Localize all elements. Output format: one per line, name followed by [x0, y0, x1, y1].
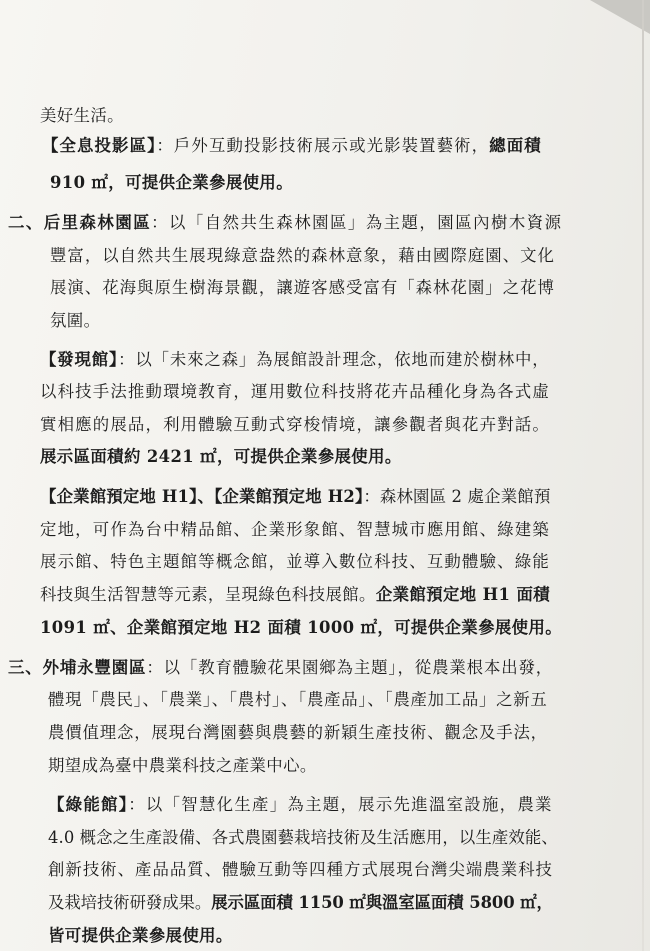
bold-text: 【全息投影區】: [42, 136, 157, 155]
text-segment: 氛圍。: [50, 311, 101, 330]
text-line: [50, 310, 100, 332]
text-line: [40, 519, 550, 541]
text-line: [8, 212, 563, 234]
text-segment: 展示館、特色主題館等概念館，並導入數位科技、互動體驗、綠能: [40, 552, 550, 571]
text-segment: 定地，可作為台中精品館、企業形象館、智慧城市應用館、綠建築: [40, 520, 550, 539]
text-line: [50, 245, 555, 267]
text-segment: 實相應的展品，利用體驗互動式穿梭情境，讓參觀者與花卉對話。: [40, 415, 550, 434]
text-segment: 以科技手法推動環境教育，運用數位科技將花卉品種化身為各式虛: [40, 382, 550, 401]
bold-text: 【企業館預定地 H1】、【企業館預定地 H2】: [40, 487, 364, 506]
text-segment: ：以「未來之森」為展館設計理念，依地而建於樹林中，: [118, 350, 550, 369]
page-edge: [642, 0, 644, 951]
text-line: [50, 277, 555, 299]
text-segment: 豐富，以自然共生展現綠意盎然的森林意象，藉由國際庭園、文化: [50, 246, 555, 265]
bold-text: 【綠能館】: [48, 795, 129, 814]
text-line: [48, 689, 548, 711]
text-segment: ：戶外互動投影技術展示或光影裝置藝術，: [156, 136, 490, 155]
text-line: [50, 172, 293, 194]
bold-text: 910 ㎡，可提供企業參展使用。: [50, 173, 294, 192]
bold-text: 展示區面積 1150 ㎡與溫室區面積 5800 ㎡，: [211, 893, 553, 912]
text-segment: ：以「教育體驗花果園鄉為主題」，從農業根本出發，: [146, 658, 554, 677]
bold-text: 皆可提供企業參展使用。: [48, 926, 233, 945]
text-segment: 4.0 概念之生產設備、各式農園藝栽培技術及生活應用，以生產效能、: [48, 828, 558, 847]
text-line: [40, 486, 550, 508]
text-line: [42, 135, 542, 157]
text-line: [40, 414, 550, 436]
text-line: [40, 617, 562, 639]
text-line: [40, 105, 124, 127]
text-line: [40, 551, 550, 573]
bold-text: 二、后里森林園區: [8, 213, 152, 232]
bold-text: 企業館預定地 H1 面積: [375, 585, 551, 604]
text-segment: 展演、花海與原生樹海景觀，讓遊客感受富有「森林花園」之花博: [50, 278, 555, 297]
text-segment: 及栽培技術研發成果。: [48, 893, 212, 912]
bold-text: 三、外埔永豐園區: [8, 658, 147, 677]
text-line: [40, 584, 550, 606]
text-line: [48, 722, 548, 744]
text-line: [48, 925, 233, 947]
text-segment: 科技與生活智慧等元素，呈現綠色科技展館。: [40, 585, 376, 604]
text-line: [48, 794, 553, 816]
bold-text: 展示區面積約 2421 ㎡，可提供企業參展使用。: [40, 447, 402, 466]
text-line: [48, 827, 558, 849]
text-segment: ：以「自然共生森林園區」為主題，園區內樹木資源: [151, 213, 563, 232]
bold-text: 總面積: [489, 136, 542, 155]
bold-text: 1091 ㎡、企業館預定地 H2 面積 1000 ㎡，可提供企業參展使用。: [40, 618, 563, 637]
text-line: [40, 446, 402, 468]
text-line: [40, 381, 550, 403]
text-segment: 體現「農民」、「農業」、「農村」、「農產品」、「農產加工品」之新五: [48, 690, 548, 709]
text-line: [48, 755, 317, 777]
text-segment: ：森林園區 2 處企業館預: [363, 487, 551, 506]
bold-text: 【發現館】: [40, 350, 119, 369]
text-segment: 美好生活。: [40, 106, 124, 125]
text-line: [48, 892, 553, 914]
text-segment: 期望成為臺中農業科技之產業中心。: [48, 756, 317, 775]
text-segment: 創新技術、產品品質、體驗互動等四種方式展現台灣尖端農業科技: [48, 860, 553, 879]
text-segment: 農價值理念，展現台灣園藝與農藝的新穎生產技術、觀念及手法，: [48, 723, 548, 742]
text-segment: ：以「智慧化生產」為主題，展示先進溫室設施，農業: [128, 795, 553, 814]
text-line: [8, 657, 553, 679]
text-line: [48, 859, 553, 881]
page-fold-corner: [590, 0, 650, 34]
text-line: [40, 349, 550, 371]
